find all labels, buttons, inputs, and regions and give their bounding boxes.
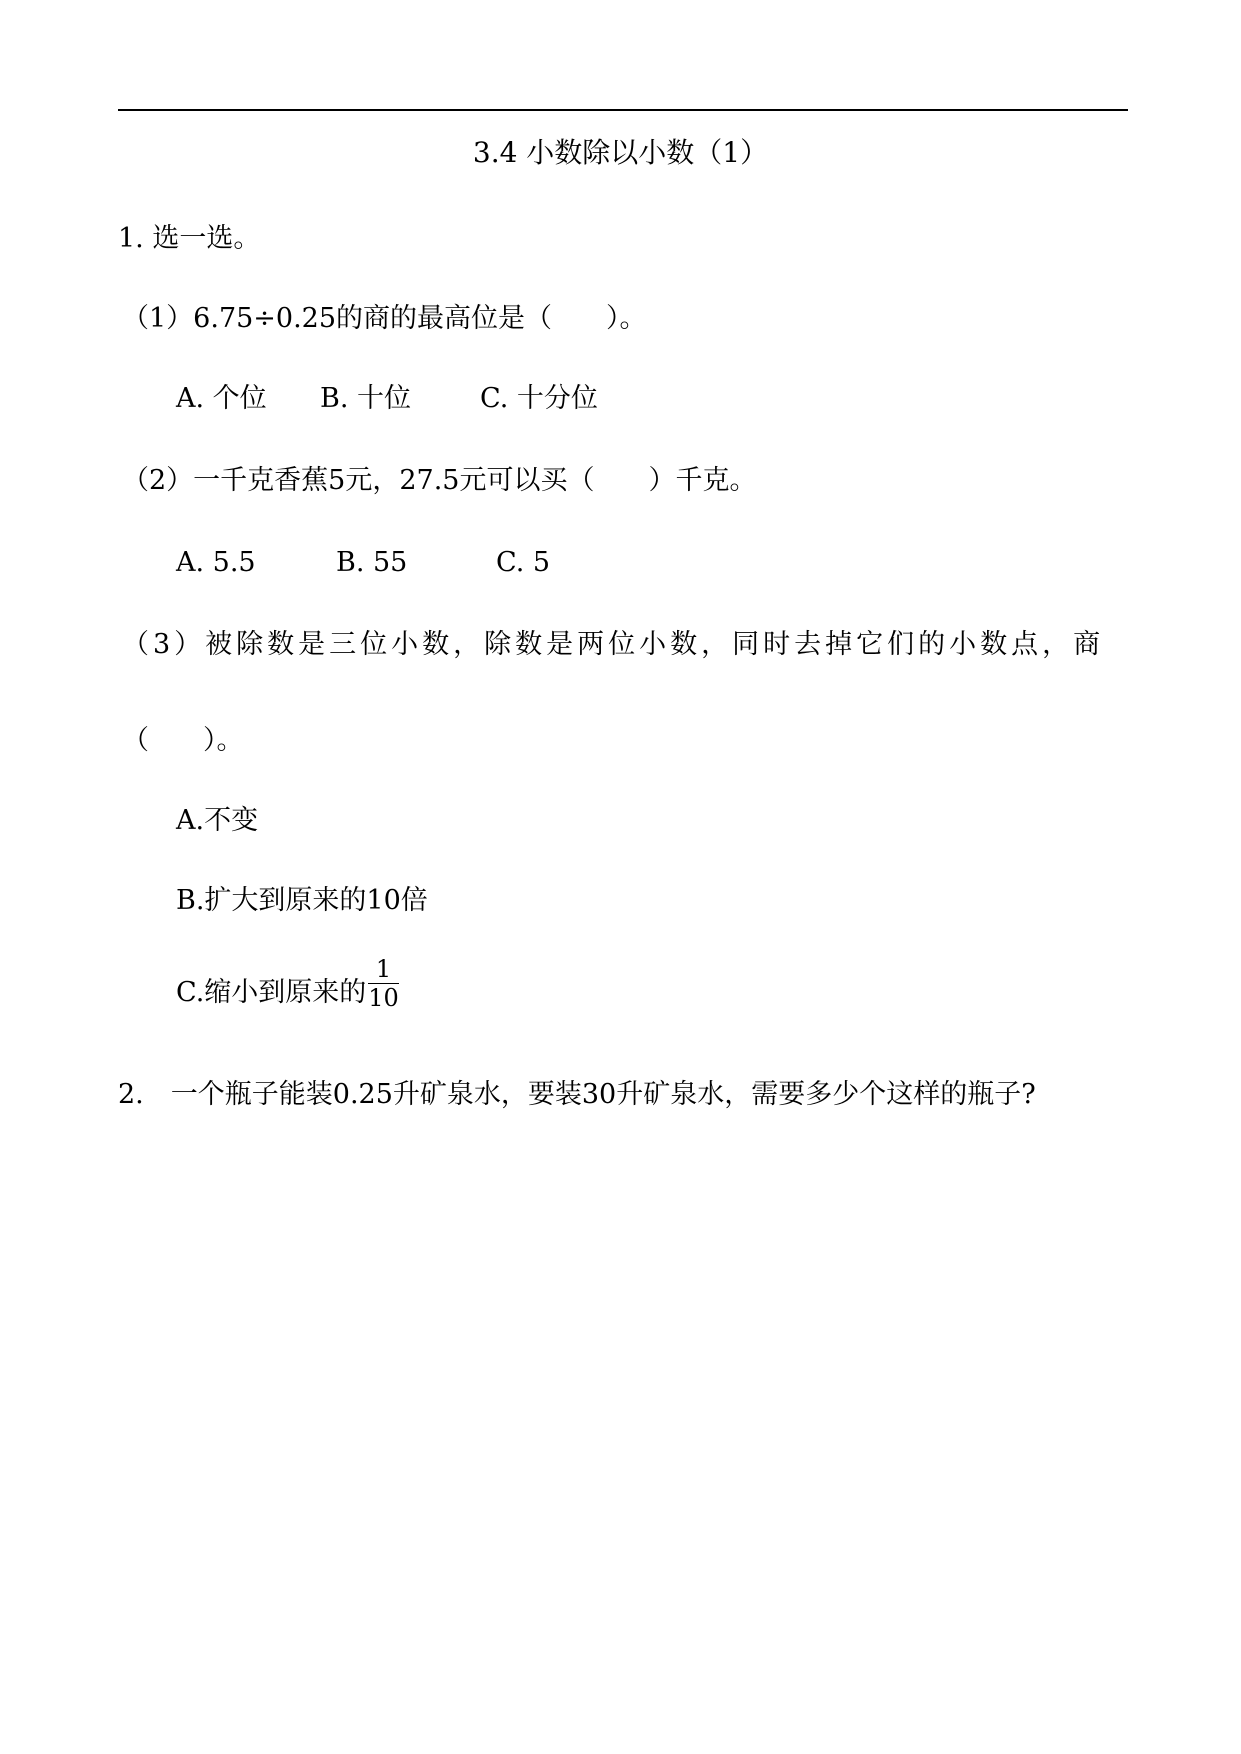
question-2-option-c: C. 5 xyxy=(496,547,551,578)
question-2-text: （2）一千克香蕉5元，27.5元可以买（ ）千克。 xyxy=(122,465,757,496)
question-1-options xyxy=(176,382,598,416)
question-3-option-c xyxy=(176,955,399,1021)
question-2-word-problem: 2. 一个瓶子能装0.25升矿泉水，要装30升矿泉水，需要多少个这样的瓶子? xyxy=(118,1079,1036,1110)
question-3-option-c-prefix: C.缩小到原来的 xyxy=(176,977,367,1008)
question-1-text: （1）6.75÷0.25的商的最高位是（ ）。 xyxy=(122,303,647,334)
header-rule xyxy=(118,109,1128,111)
question-2-option-a: A. 5.5 xyxy=(176,547,256,578)
fraction-denominator: 10 xyxy=(368,984,399,1012)
question-1-option-b: B. 十位 xyxy=(320,383,412,414)
fraction xyxy=(368,956,399,1011)
question-3-option-a: A.不变 xyxy=(176,805,259,836)
page-title: 3.4 小数除以小数（1） xyxy=(472,136,769,169)
question-3-text-line-1: （3）被除数是三位小数，除数是两位小数，同时去掉它们的小数点，商 xyxy=(122,629,1105,660)
question-1-option-a: A. 个位 xyxy=(176,383,267,414)
question-3-option-b: B.扩大到原来的10倍 xyxy=(176,885,428,916)
question-3-text-line-2: （ ）。 xyxy=(122,725,244,756)
section-1-label: 1. 选一选。 xyxy=(118,223,261,254)
question-1-option-c: C. 十分位 xyxy=(480,383,598,414)
question-2-options xyxy=(176,546,550,580)
fraction-numerator: 1 xyxy=(368,956,399,984)
question-2-option-b: B. 55 xyxy=(336,547,408,578)
